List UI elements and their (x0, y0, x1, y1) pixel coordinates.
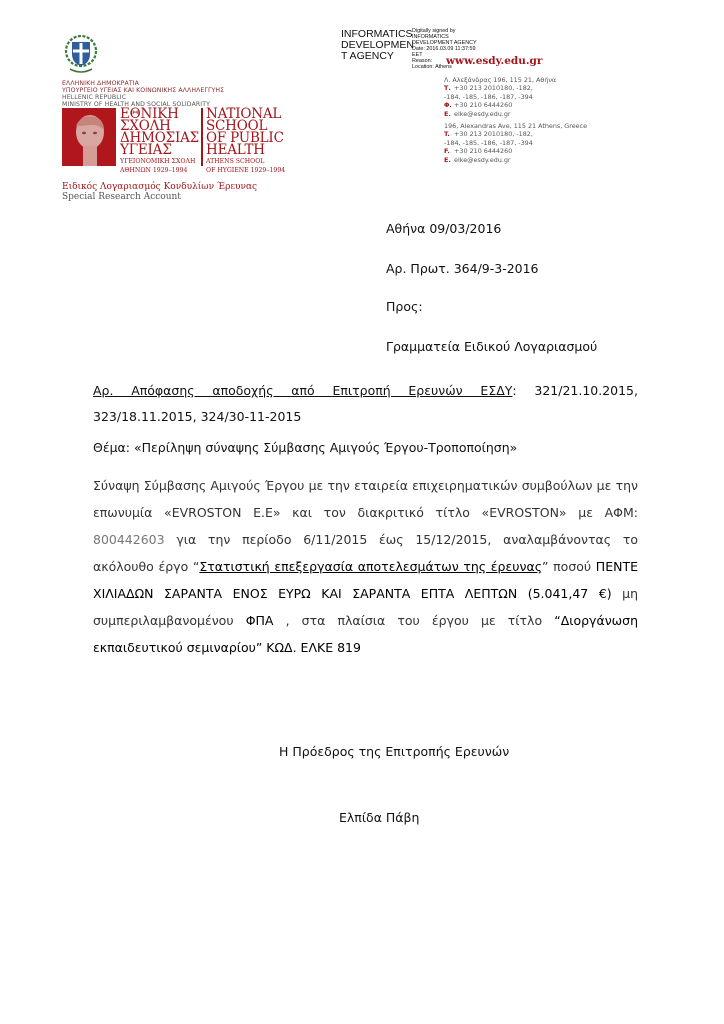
phone-english (444, 130, 587, 138)
signer-name (341, 29, 414, 62)
body-text: ” ποσού (542, 559, 596, 574)
protocol-number: Αρ. Πρωτ. 364/9-3-2016 (386, 261, 539, 276)
signer-name-line: INFORMATICS (341, 28, 413, 40)
address-english: 196, Alexandras Ave, 115 21 Athens, Greece (444, 122, 588, 131)
signature-detail-line: Location: Athens (412, 64, 452, 70)
vat-number: 800442603 (93, 532, 165, 547)
amount: ΠΕΝΤΕ ΧΙΛΙΑΔΩΝ ΣΑΡΑΝΤΑ ΕΝΟΣ ΕΥΡΩ ΚΑΙ ΣΑΡΑΝΤΑ ΕΠΤΑ ΛΕΠΤΩΝ (5.041,47 €) (93, 559, 638, 601)
to-label: Προς: (386, 299, 423, 314)
phone-value: +30 213 2010180, -182, (454, 130, 533, 139)
phone-cont-greek: -184, -185, -186, -187, -394 (444, 92, 533, 101)
fax-english (444, 147, 587, 155)
decision-label: Αρ. Απόφασης αποδοχής από Επιτροπή Ερευνών ΕΣΔΥ (93, 383, 513, 398)
statue-head-icon (62, 108, 116, 166)
subject-line: Θέμα: «Περίληψη σύναψης Σύμβασης Αμιγούς Έργου-Τροποποίηση» (93, 440, 518, 455)
school-en-sub: OF HYGIENE 1929–1994 (206, 167, 286, 174)
special-account-english: Special Research Account (62, 192, 181, 202)
school-en-line: HEALTH (206, 142, 265, 158)
president-title: Η Πρόεδρος της Επιτροπής Ερευνών (279, 744, 510, 759)
body-text: μη συμπεριλαμβανομένου (93, 586, 639, 628)
email-value[interactable]: elke@esdy.edu.gr (454, 155, 511, 164)
fax-value: +30 210 6444260 (454, 101, 513, 110)
school-gr-line: ΥΓΕΙΑΣ (120, 142, 172, 158)
email-label: E. (444, 155, 451, 164)
ministry-text (62, 80, 224, 108)
email-value[interactable]: elke@esdy.edu.gr (454, 109, 511, 118)
body-paragraph (93, 472, 638, 661)
school-gr-line: ΣΧΟΛΗ (120, 118, 171, 134)
fax-value: +30 210 6444260 (454, 147, 513, 156)
fax-label: Φ. (444, 101, 452, 110)
body-text: για την περίοδο 6/11/2015 έως 15/12/2015, αναλαμβάνοντας το ακόλουθο έργο “ (93, 532, 638, 574)
logo-divider (201, 108, 203, 166)
school-name-english (206, 108, 286, 174)
signer-name-line: DEVELOPMEN (341, 39, 414, 51)
special-account-greek: Ειδικός Λογαριασμός Κονδυλίων Έρευνας (62, 182, 258, 192)
school-gr-sub: ΑΘΗΝΩΝ 1929–1994 (120, 167, 188, 174)
school-en-line: NATIONAL (206, 106, 282, 122)
signature-detail-line: EET (412, 52, 423, 58)
phone-label: Τ. (444, 84, 451, 93)
project-title: “Διοργάνωση εκπαιδευτικού σεμιναρίου” ΚΩΔ. ΕΛΚΕ 819 (93, 613, 638, 655)
phone-label: T. (444, 130, 450, 139)
president-name: Ελπίδα Πάβη (339, 810, 420, 825)
signature-detail-line: Date: 2016.03.09 11:37:59 (412, 46, 476, 52)
statue-image (62, 108, 116, 166)
work-title: Στατιστική επεξεργασία αποτελεσμάτων της έρευνας (199, 559, 543, 574)
signature-detail-line: INFORMATICS (412, 34, 449, 40)
vat-label: ΦΠΑ (245, 613, 274, 628)
gov-line: MINISTRY OF HEALTH AND SOCIAL SOLIDARITY (62, 101, 210, 108)
school-gr-line: ΔΗΜΟΣΙΑΣ (120, 130, 199, 146)
school-gr-sub: ΥΓΕΙΟΝΟΜΙΚΗ ΣΧΟΛΗ (120, 158, 196, 165)
school-en-sub: ATHENS SCHOOL (206, 158, 265, 165)
phone-greek (444, 84, 587, 92)
email-greek (444, 110, 587, 118)
gov-line: ΥΠΟΥΡΓΕΙΟ ΥΓΕΙΑΣ ΚΑΙ ΚΟΙΝΩΝΙΚΗΣ ΑΛΛΗΛΕΓΓΥΗΣ (62, 87, 225, 94)
signer-name-line: T AGENCY (341, 50, 394, 62)
email-label: Ε. (444, 109, 451, 118)
body-text: , στα πλαίσια του έργου με τίτλο (273, 613, 555, 628)
school-en-line: SCHOOL (206, 118, 268, 134)
address-greek: Λ. Αλεξάνδρας 196, 115 21, Αθήνα (444, 76, 557, 84)
body-text: Σύναψη Σύμβασης Αμιγούς Έργου με την εταιρεία επιχειρηματικών συμβούλων με την επωνυμία «EVROSTON E.E» και τον διακριτικό τίτλο «EVROSTON» με ΑΦΜ: (93, 478, 638, 520)
fax-label: F. (444, 147, 450, 156)
phone-value: +30 213 2010180, -182, (454, 84, 533, 93)
school-en-line: OF PUBLIC (206, 130, 284, 146)
place-date: Αθήνα 09/03/2016 (386, 221, 502, 236)
decision-reference (93, 378, 638, 430)
school-gr-line: ΕΘΝΙΚΗ (120, 106, 179, 122)
website-link[interactable]: www.esdy.edu.gr (446, 55, 543, 67)
signature-detail-line: Reason: (412, 58, 433, 64)
school-name-greek (120, 108, 200, 174)
decision-value: : 321/21.10.2015, 323/18.11.2015, 324/30-11-2015 (93, 383, 638, 424)
recipient: Γραμματεία Ειδικού Λογαριασμού (386, 339, 598, 354)
gov-line: HELLENIC REPUBLIC (62, 94, 127, 101)
greek-coat-of-arms-icon (62, 34, 100, 76)
email-english (444, 156, 587, 164)
fax-greek (444, 101, 587, 109)
phone-cont-english: -184, -185, -186, -187, -394 (444, 138, 533, 147)
gov-line: ΕΛΛΗΝΙΚΗ ΔΗΜΟΚΡΑΤΙΑ (62, 80, 140, 87)
contact-block (444, 76, 587, 164)
signature-detail-line: Digitally signed by (412, 28, 456, 34)
signature-detail-line: DEVELOPMENT AGENCY (412, 40, 477, 46)
